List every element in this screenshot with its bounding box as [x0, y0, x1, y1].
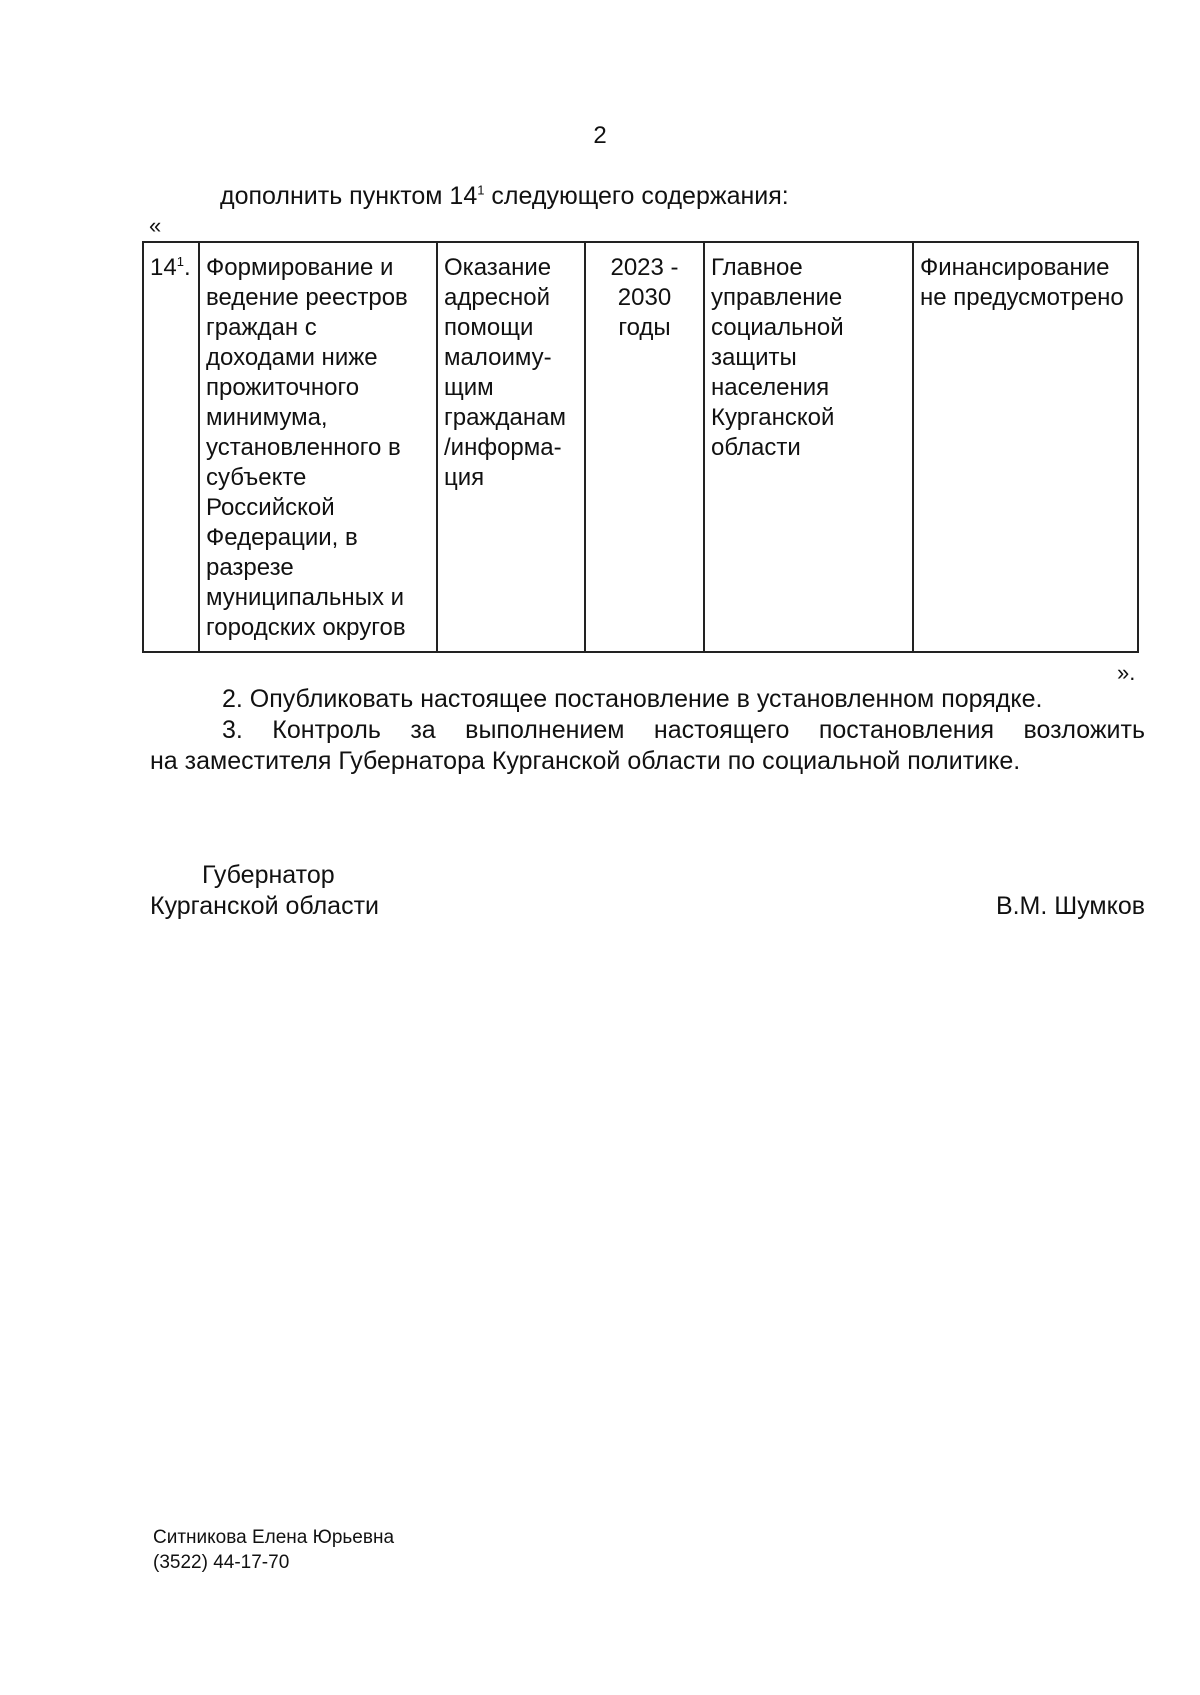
close-quote: ».	[1117, 660, 1136, 685]
cell-period: 2023 - 2030 годы	[585, 242, 704, 652]
cell-result: Оказание адресной помощи малоиму-щим гражданам /информа-ция	[437, 242, 585, 652]
cell-funding: Финансирование не предусмотрено	[913, 242, 1138, 652]
page-number: 2	[593, 122, 607, 149]
item-number-suffix: .	[183, 254, 191, 281]
executor-name: Ситникова Елена Юрьевна	[153, 1527, 395, 1548]
signature-title: Губернатор	[202, 861, 335, 889]
cell-activity: Формирование и ведение реестров граждан с доходами ниже прожиточного минимума, установленного в субъекте Российской Федерации, в разрезе муниципальных и городских округов	[199, 242, 437, 652]
intro-text-after: следующего содержания:	[484, 182, 789, 210]
paragraph-control-line1: 3. Контроль за выполнением настоящего постановления возложить	[222, 716, 1145, 744]
signature-region: Курганской области	[150, 892, 380, 920]
item-number: 14	[150, 254, 177, 281]
signature-name: В.М. Шумков	[995, 892, 1145, 920]
intro-text-before: дополнить пунктом 14	[220, 182, 478, 210]
paragraph-control-line2: на заместителя Губернатора Курганской области по социальной политике.	[150, 747, 1021, 775]
intro-superscript: 1	[477, 182, 485, 198]
amendment-table	[142, 241, 1139, 653]
executor-phone: (3522) 44-17-70	[153, 1552, 290, 1573]
paragraph-publish: 2. Опубликовать настоящее постановление в установленном порядке.	[222, 685, 1043, 713]
cell-item-number	[143, 242, 199, 652]
cell-executor: Главное управление социальной защиты населения Курганской области	[704, 242, 913, 652]
item-number-superscript: 1	[176, 254, 184, 269]
open-quote: «	[149, 213, 162, 238]
table-row	[143, 242, 1138, 652]
intro-line	[220, 182, 789, 211]
